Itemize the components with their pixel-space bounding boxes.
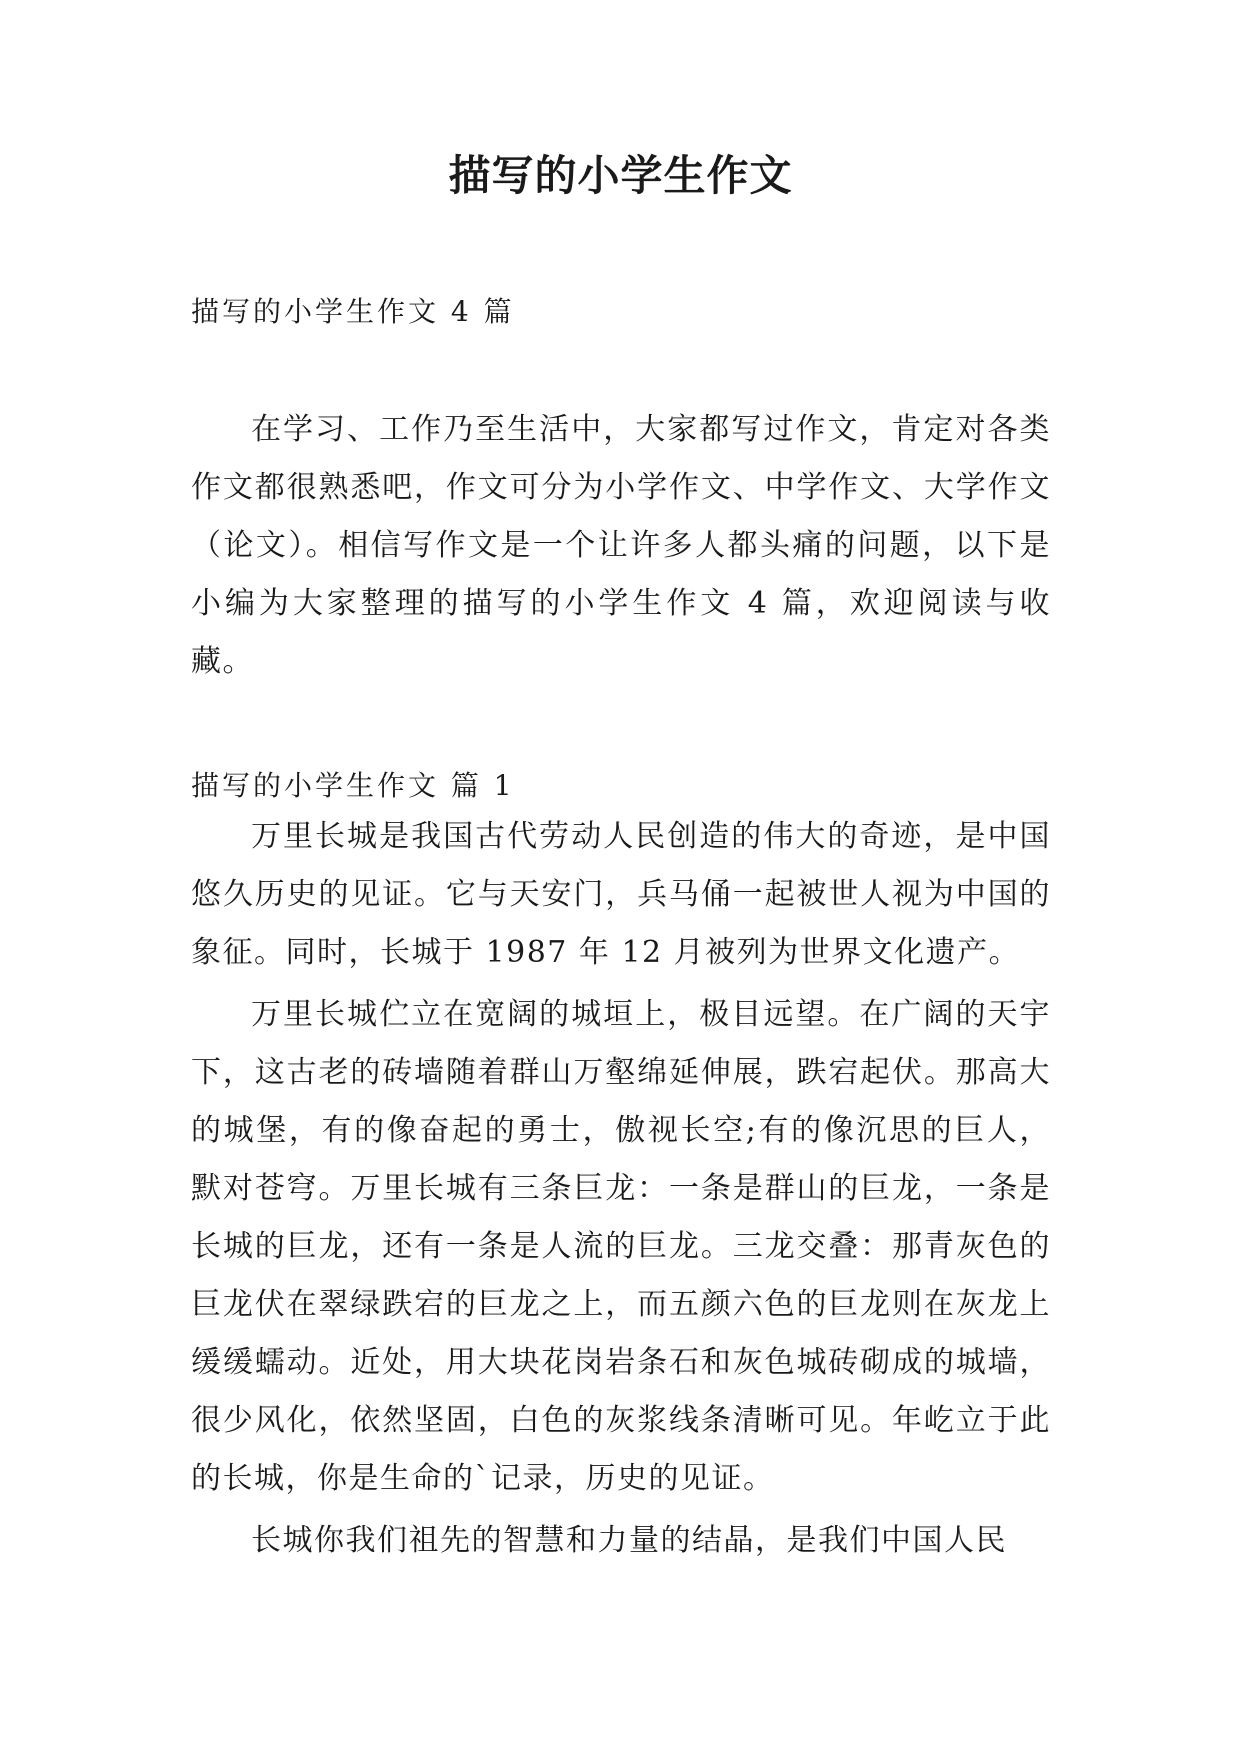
body-paragraph: 万里长城是我国古代劳动人民创造的伟大的奇迹，是中国悠久历史的见证。它与天安门，兵马俑一起被世人视为中国的象征。同时，长城于 1987 年 12 月被列为世界文化遗产。 bbox=[191, 819, 1051, 970]
body-paragraph: 长城你我们祖先的智慧和力量的结晶，是我们中国人民 bbox=[251, 1523, 1007, 1558]
document-title: 描写的小学生作文 bbox=[448, 151, 793, 200]
intro-paragraph: 在学习、工作乃至生活中，大家都写过作文，肯定对各类作文都很熟悉吧，作文可分为小学作文、中学作文、大学作文（论文）。相信写作文是一个让许多人都头痛的问题，以下是小编为大家整理的描写的小学生作文 4 篇，欢迎阅读与收藏。 bbox=[191, 412, 1051, 679]
section-heading: 描写的小学生作文 篇 1 bbox=[191, 769, 515, 802]
body-paragraph: 万里长城伫立在宽阔的城垣上，极目远望。在广阔的天宇下，这古老的砖墙随着群山万壑绵延伸展，跌宕起伏。那高大的城堡，有的像奋起的勇士，傲视长空;有的像沉思的巨人，默对苍穹。万里长城有三条巨龙：一条是群山的巨龙，一条是长城的巨龙，还有一条是人流的巨龙。三龙交叠：那青灰色的巨龙伏在翠绿跌宕的巨龙之上，而五颜六色的巨龙则在灰龙上缓缓蠕动。近处，用大块花岗岩条石和灰色城砖砌成的城墙，很少风化，依然坚固，白色的灰浆线条清晰可见。年屹立于此的长城，你是生命的`记录，历史的见证。 bbox=[191, 997, 1051, 1496]
document-subtitle: 描写的小学生作文 4 篇 bbox=[191, 295, 515, 328]
